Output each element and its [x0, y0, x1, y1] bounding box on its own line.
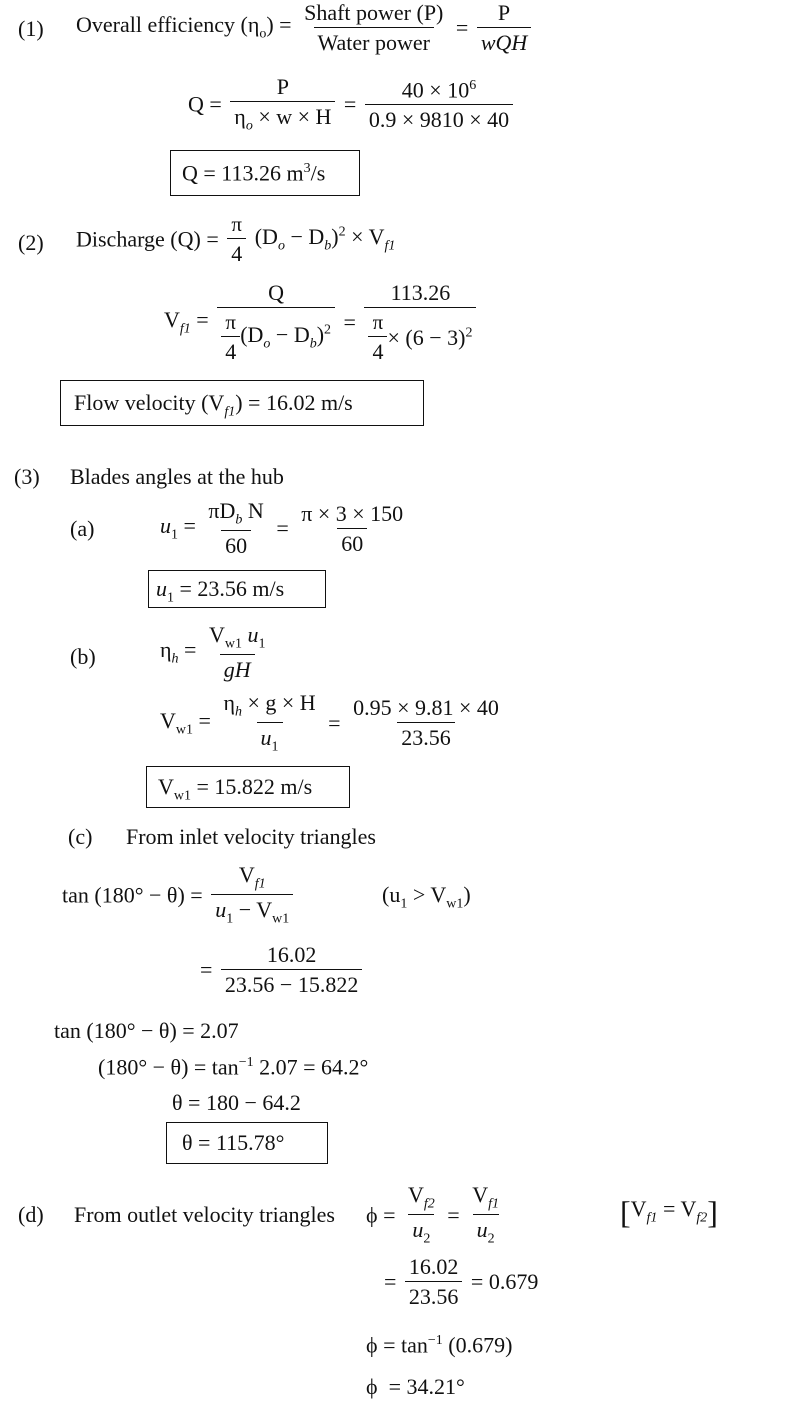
s3c-label: (c) — [68, 824, 93, 849]
s3b-label: (b) — [70, 644, 96, 669]
s3d-bracket-note: $[V_{f1} = V_{f2}]$ — [620, 1194, 718, 1230]
s3-number: (3) — [14, 464, 40, 489]
s3c-line-atan: $(180^\circ - \theta) = \tan^{-1} 2.07 = 64.2^\circ$ — [98, 1054, 369, 1080]
s1-discharge-eq: Q = $\frac{P}{\eta_o \times w \times H}$ = $\frac{40 \times 10^6}{0.9 \times 9810 \times 40}$ — [188, 76, 516, 133]
s2-flow-velocity-eq: $V_{f1}$ = Q $\frac{\pi}{4}$ $(D_o - D_b)^2$ = 113.26 $\frac{\pi}{4}$ × $(6 - 3)^2$ — [164, 282, 479, 363]
s2-number: (2) — [18, 230, 44, 255]
s3c-line-tan: tan (180° − θ) = 2.07 — [54, 1018, 239, 1043]
s3d-final-result: ϕ = 34.21° — [366, 1374, 465, 1399]
s3d-phi-eq: ϕ = $\frac{V_{f2}}{u_2}$ = $\frac{V_{f1}}{u_2}$ — [366, 1182, 499, 1247]
s3d-atan-line: $\phi = \tan^{-1} (0.679)$ — [366, 1332, 513, 1358]
s1-overall-efficiency-eq: Overall efficiency $(\eta_o)$ = $\frac{\text{Shaft power (P)}}{\text{Water power}}$ = $\frac{P}{\text{wQH}}$ — [76, 2, 534, 54]
s3b-whirl-velocity-eq: $V_{w1}$ = $\frac{\eta_h \times g \times H}{u_1}$ = $\frac{0.95 \times 9.81 \times 40}{23.56}$ — [160, 690, 499, 755]
s2-result: Flow velocity $(V_{f1}) = 16.02$ m/s — [74, 390, 353, 420]
s3a-result: $u_1 = 23.56$ m/s — [156, 576, 285, 606]
s3a-blade-speed-eq: $u_1$ = $\frac{\pi D_b N}{60}$ = $\frac{\pi \times 3 \times 150}{60}$ — [160, 498, 404, 559]
s1-number: (1) — [18, 16, 44, 41]
s3c-substitution: = $\frac{16.02}{23.56 - 15.822}$ — [200, 944, 365, 996]
s3a-label: (a) — [70, 516, 95, 541]
s3c-result: θ = 115.78° — [182, 1130, 285, 1155]
s1-result: Q = 113.26 $m^3/s$ — [182, 160, 326, 186]
s3b-result: $V_{w1} = 15.822$ m/s — [158, 774, 313, 804]
s3c-tan-eq: tan (180° − θ) = $\frac{V_{f1}}{u_1 - V_{w1}}$ — [62, 864, 296, 927]
s3c-title: From inlet velocity triangles — [126, 824, 376, 849]
s2-discharge-eq: Discharge (Q) = $\frac{\pi}{4}$ $(D_o - D_b)^2 \times V_{f1}$ — [76, 212, 396, 266]
s3d-substitution: = $\frac{16.02}{23.56}$ = 0.679 — [384, 1254, 539, 1309]
s3d-title: From outlet velocity triangles — [74, 1202, 335, 1227]
s3b-hydraulic-efficiency-eq: $\eta_h$ = $\frac{V_{w1} u_1}{gH}$ — [160, 622, 266, 683]
s3-title: Blades angles at the hub — [70, 464, 284, 489]
s3d-label: (d) — [18, 1202, 44, 1227]
s3c-line-theta: θ = 180 − 64.2 — [172, 1090, 301, 1115]
s3c-condition: $(u_1 > V_{w1})$ — [382, 882, 471, 912]
